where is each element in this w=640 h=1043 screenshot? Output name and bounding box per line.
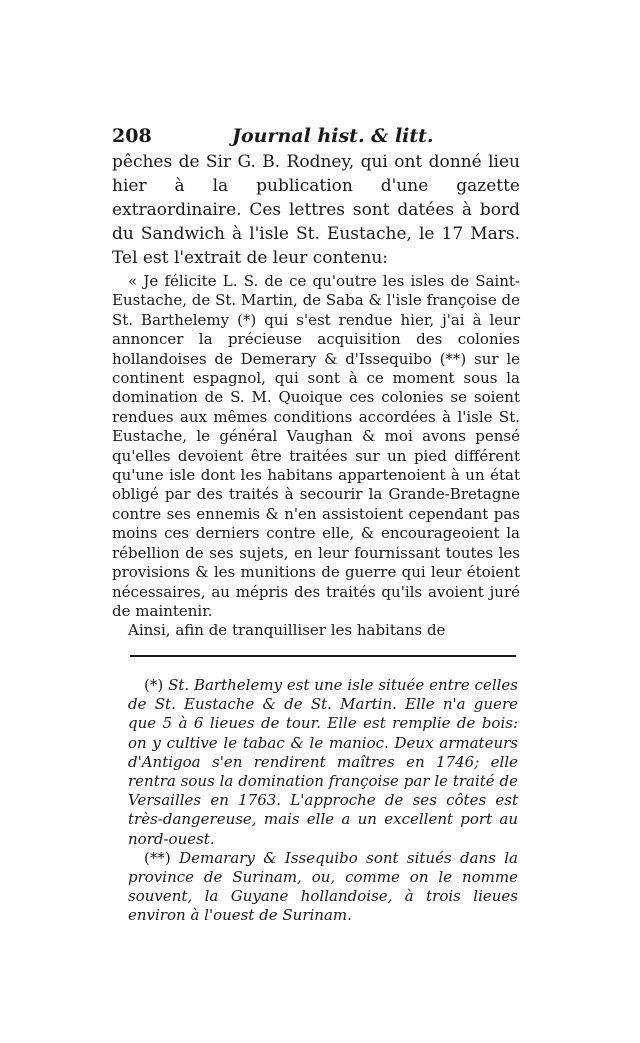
footnote-1-text: St. Barthelemy est une isle située entre celles de St. Eustache & de St. Martin. Elle n'a guere que 5 à 6 lieues de tour. Elle est remplie de bois: on y cultive le tabac & le manioc. Deux armateurs d'Antigoa s'en rendirent maîtres en 1746; elle rentra sous la domination françoise par le traité de Versailles en 1763. L'approche de ses côtes est très-dangereuse, mais elle a un excellent port au nord-ouest. (128, 676, 518, 848)
footnotes (128, 676, 518, 926)
running-head: Journal hist. & litt. (232, 125, 434, 147)
footnote-2-text: Demarary & Issequibo sont situés dans la province de Surinam, ou, comme on le nomme souvent, la Guyane hollandoise, à trois lieues environ à l'ouest de Surinam. (128, 848, 518, 925)
intro-paragraph: pêches de Sir G. B. Rodney, qui ont donné lieu hier à la publication d'une gazette extraordinaire. Ces lettres sont datées à bord du Sandwich à l'isle St. Eustache, le 17 Mars. Tel est l'extrait de leur contenu: (112, 152, 520, 268)
footnote-1 (128, 676, 518, 849)
quoted-letter (112, 272, 520, 641)
main-text (112, 150, 520, 270)
page-number: 208 (112, 125, 152, 147)
letter-paragraph-1: « Je félicite L. S. de ce qu'outre les isles de Saint-Eustache, de St. Martin, de Saba & l'isle françoise de St. Barthelemy (*) qui s'est rendue hier, j'ai à leur annoncer la précieuse acquisition des colonies hollandoises de Demerary & d'Issequibo (**) sur le continent espagnol, qui sont à ce moment sous la domination de S. M. Quoique ces colonies se soient rendues aux mêmes conditions accordées à l'isle St. Eustache, le général Vaughan & moi avons pensé qu'elles devoient être traitées sur un pied différent qu'une isle dont les habitans appartenoient à un état obligé par des traités à secourir la Grande-Bretagne contre ses ennemis & n'en assistoient cependant pas moins ces derniers contre elle, & encourageoient la rébellion de ses sujets, en leur fournissant toutes les provisions & les munitions de guerre qui leur étoient nécessaires, au mépris des traités qu'ils avoient juré de maintenir. (112, 272, 520, 620)
page-header (112, 125, 522, 151)
footnote-2-marker: (**) (144, 848, 171, 867)
footnote-separator (130, 655, 516, 657)
footnote-2 (128, 849, 518, 926)
footnote-1-marker: (*) (144, 676, 164, 694)
letter-paragraph-2: Ainsi, afin de tranquilliser les habitans de (128, 621, 446, 640)
